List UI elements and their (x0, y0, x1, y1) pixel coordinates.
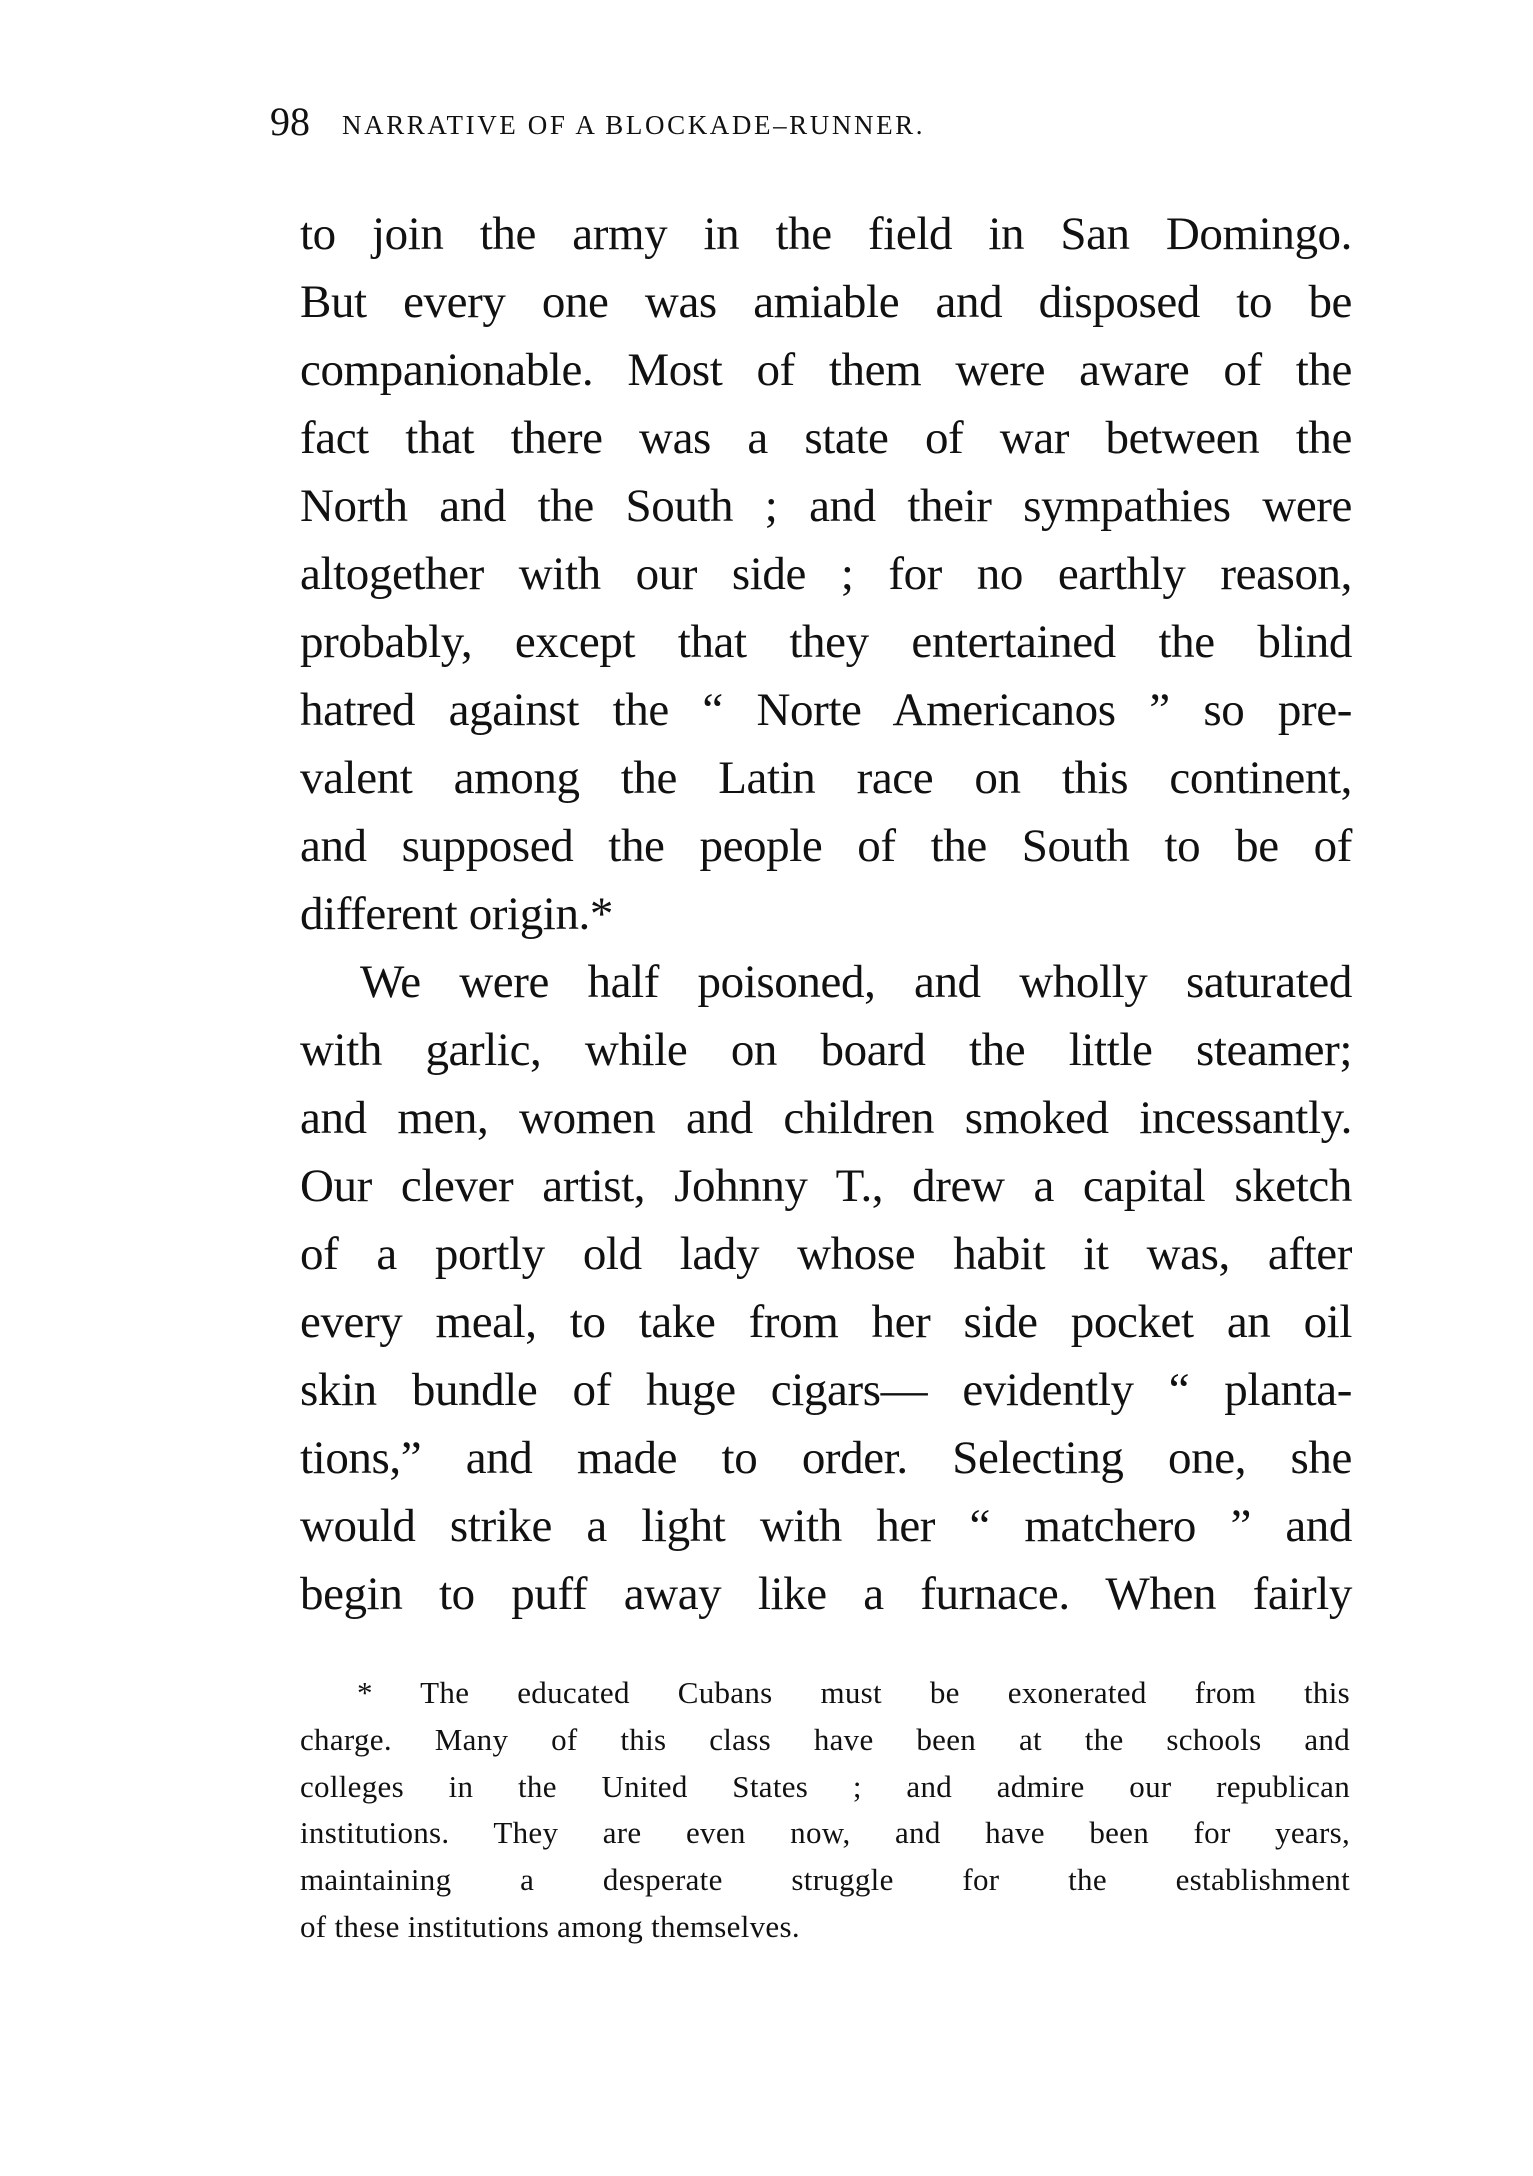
text-line: probably, except that they entertained the blind (300, 616, 1352, 668)
running-title: NARRATIVE OF A BLOCKADE–RUNNER. (342, 110, 926, 140)
text-line: different origin.* (300, 888, 614, 940)
body-text (300, 200, 1352, 1628)
text-line: hatred against the “ Norte Americanos ” so pre- (300, 684, 1352, 736)
text-line: begin to puff away like a furnace. When fairly (300, 1568, 1352, 1620)
text-line: altogether with our side ; for no earthly reason, (300, 548, 1352, 600)
footnote-line: colleges in the United States ; and admire our republican (300, 1768, 1350, 1804)
text-line: Our clever artist, Johnny T., drew a capital sketch (300, 1160, 1352, 1212)
text-line: with garlic, while on board the little steamer; (300, 1024, 1352, 1076)
footnote-line: institutions. They are even now, and have been for years, (300, 1815, 1350, 1851)
footnote-line: of these institutions among themselves. (300, 1908, 800, 1944)
text-line: We were half poisoned, and wholly saturated (360, 956, 1352, 1008)
text-line: tions,” and made to order. Selecting one, she (300, 1432, 1352, 1484)
footnote-line: * The educated Cubans must be exonerated from this (357, 1675, 1350, 1710)
text-line: and men, women and children smoked incessantly. (300, 1092, 1352, 1144)
text-line: every meal, to take from her side pocket an oil (300, 1296, 1352, 1348)
text-line: skin bundle of huge cigars— evidently “ planta- (300, 1364, 1352, 1416)
text-line: would strike a light with her “ matchero ” and (300, 1500, 1352, 1552)
footnote-line: maintaining a desperate struggle for the establishment (300, 1862, 1350, 1898)
text-line: fact that there was a state of war between the (300, 412, 1352, 464)
text-line: North and the South ; and their sympathies were (300, 480, 1352, 532)
footnote-line: charge. Many of this class have been at the schools and (300, 1721, 1350, 1757)
text-line: valent among the Latin race on this continent, (300, 752, 1352, 804)
text-line: But every one was amiable and disposed to be (300, 276, 1352, 328)
footnote (300, 1670, 1350, 1951)
text-line: and supposed the people of the South to be of (300, 820, 1352, 872)
text-line: of a portly old lady whose habit it was, after (300, 1228, 1352, 1280)
page-number: 98 (270, 99, 310, 144)
text-line: companionable. Most of them were aware of the (300, 344, 1352, 396)
text-line: to join the army in the field in San Domingo. (300, 208, 1352, 260)
